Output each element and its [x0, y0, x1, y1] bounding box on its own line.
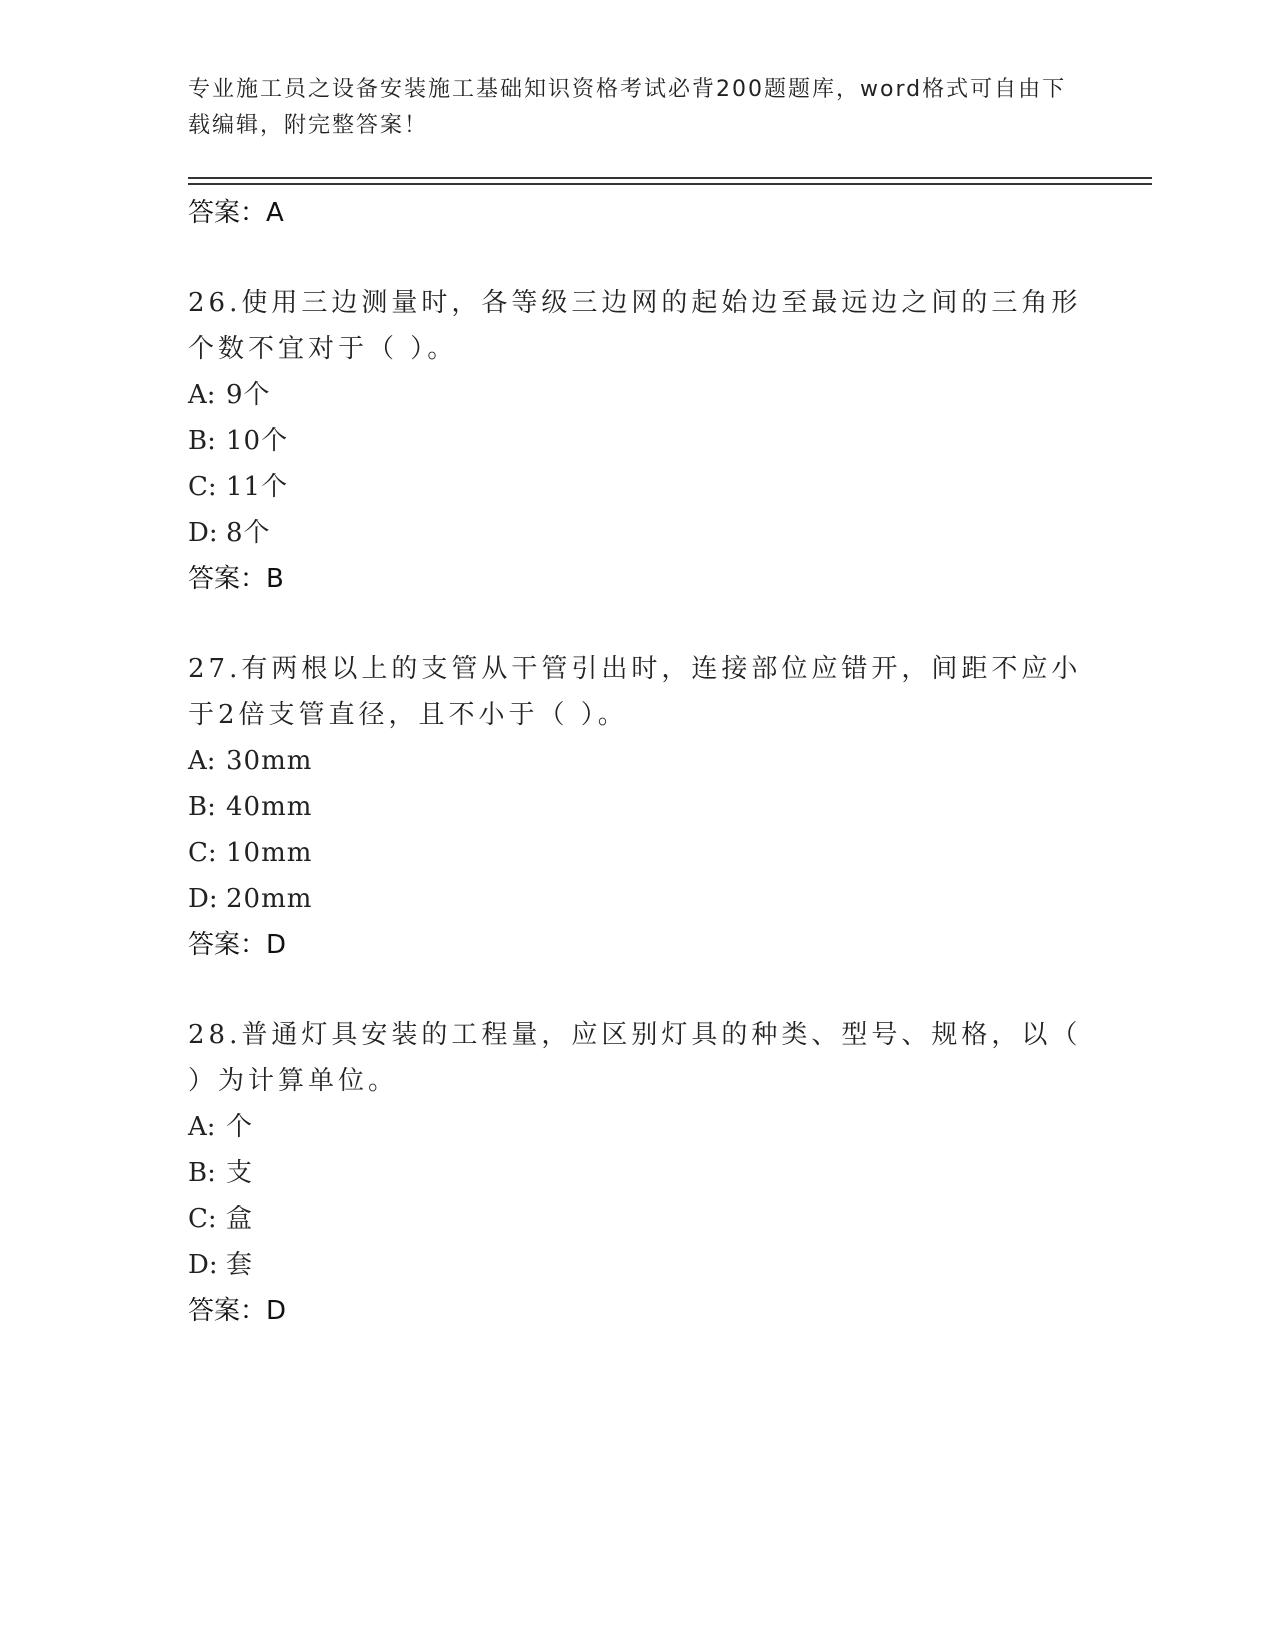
option-c: [188, 1196, 1088, 1242]
option-letter: B:: [188, 426, 216, 456]
option-letter: B:: [188, 792, 216, 822]
option-d: [188, 876, 1088, 922]
option-text: 9个: [226, 380, 271, 410]
answer-line: 答案：D: [188, 930, 287, 960]
option-text: 支: [226, 1158, 254, 1188]
option-letter: C:: [188, 1204, 217, 1234]
option-text: 盒: [226, 1204, 254, 1234]
option-b: [188, 1150, 1088, 1196]
option-letter: D:: [188, 884, 218, 914]
option-letter: C:: [188, 838, 217, 868]
option-letter: A:: [188, 380, 216, 410]
option-text: 11个: [226, 472, 289, 502]
option-a: [188, 738, 1088, 784]
question-stem: 28.普通灯具安装的工程量，应区别灯具的种类、型号、规格，以（ ）为计算单位。: [188, 1020, 1082, 1096]
option-text: 套: [226, 1250, 254, 1280]
option-b: [188, 784, 1088, 830]
question-28: [188, 1012, 1088, 1334]
option-text: 10mm: [226, 838, 313, 868]
option-c: [188, 830, 1088, 876]
question-stem: 26.使用三边测量时，各等级三边网的起始边至最远边之间的三角形个数不宜对于（ ）。: [188, 288, 1082, 364]
option-letter: D:: [188, 518, 218, 548]
option-text: 8个: [226, 518, 271, 548]
option-b: [188, 418, 1088, 464]
question-26: [188, 280, 1088, 602]
option-text: 10个: [226, 426, 289, 456]
option-letter: D:: [188, 1250, 218, 1280]
option-letter: A:: [188, 1112, 216, 1142]
option-letter: A:: [188, 746, 216, 776]
answer-line: 答案：A: [188, 198, 284, 228]
option-d: [188, 510, 1088, 556]
option-text: 20mm: [226, 884, 313, 914]
document-body: [188, 190, 1088, 1334]
header-rule-top: [188, 177, 1152, 179]
option-c: [188, 464, 1088, 510]
option-letter: C:: [188, 472, 217, 502]
option-d: [188, 1242, 1088, 1288]
answer-line: 答案：B: [188, 564, 284, 594]
question-stem: 27.有两根以上的支管从干管引出时，连接部位应错开，间距不应小于2倍支管直径，且不小于（ ）。: [188, 654, 1082, 730]
option-text: 40mm: [226, 792, 313, 822]
question-27: [188, 646, 1088, 968]
option-text: 个: [226, 1112, 254, 1142]
option-text: 30mm: [226, 746, 313, 776]
header-rule-bottom: [188, 183, 1152, 185]
option-letter: B:: [188, 1158, 216, 1188]
document-header: 专业施工员之设备安装施工基础知识资格考试必背200题题库，word格式可自由下载编辑，附完整答案！: [188, 77, 1067, 138]
option-a: [188, 372, 1088, 418]
answer-line: 答案：D: [188, 1296, 287, 1326]
option-a: [188, 1104, 1088, 1150]
